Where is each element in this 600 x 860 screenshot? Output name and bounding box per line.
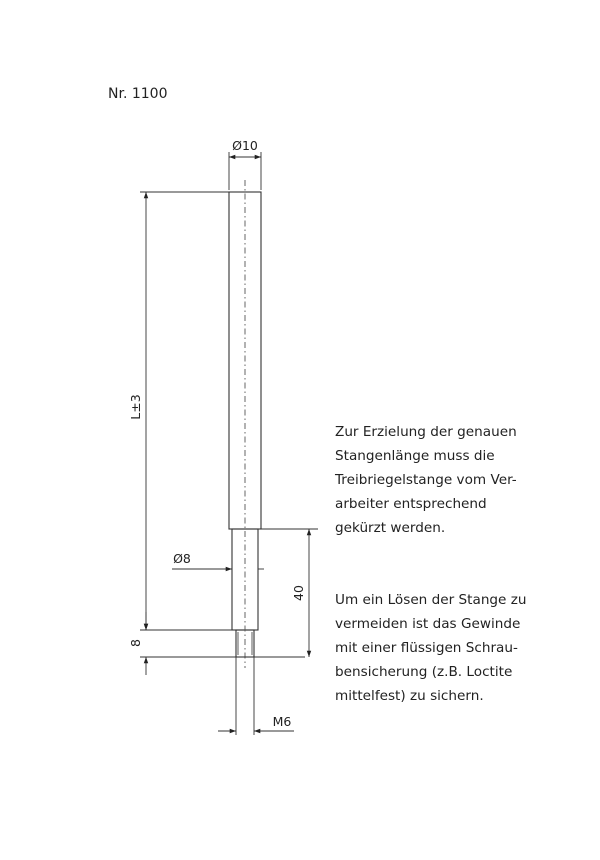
note-line: Stangenlänge muss die xyxy=(335,448,495,464)
page-number: Nr. 1100 xyxy=(108,86,168,102)
dimension-labels xyxy=(128,138,306,729)
note-line: gekürzt werden. xyxy=(335,520,446,536)
note-line: Treibriegelstange vom Ver- xyxy=(335,472,517,488)
dim-thread: M6 xyxy=(272,714,292,729)
note-line: mittelfest) zu sichern. xyxy=(335,688,484,704)
note-line: bensicherung (z.B. Loctite xyxy=(335,664,513,680)
dim-reduced-diameter: Ø8 xyxy=(173,551,191,566)
note-shortening xyxy=(335,420,585,540)
note-line: arbeiter entsprechend xyxy=(335,496,487,512)
dim-thread-length: 8 xyxy=(128,639,143,647)
note-line: Um ein Lösen der Stange zu xyxy=(335,592,527,608)
note-thread-locking xyxy=(335,588,585,708)
dim-rod-diameter: Ø10 xyxy=(232,138,258,153)
note-line: mit einer flüssigen Schrau- xyxy=(335,640,518,656)
dim-length: L±3 xyxy=(128,394,143,420)
dim-reduced-section-length: 40 xyxy=(291,585,306,601)
note-line: vermeiden ist das Gewinde xyxy=(335,616,521,632)
note-line: Zur Erzielung der genauen xyxy=(335,424,517,440)
